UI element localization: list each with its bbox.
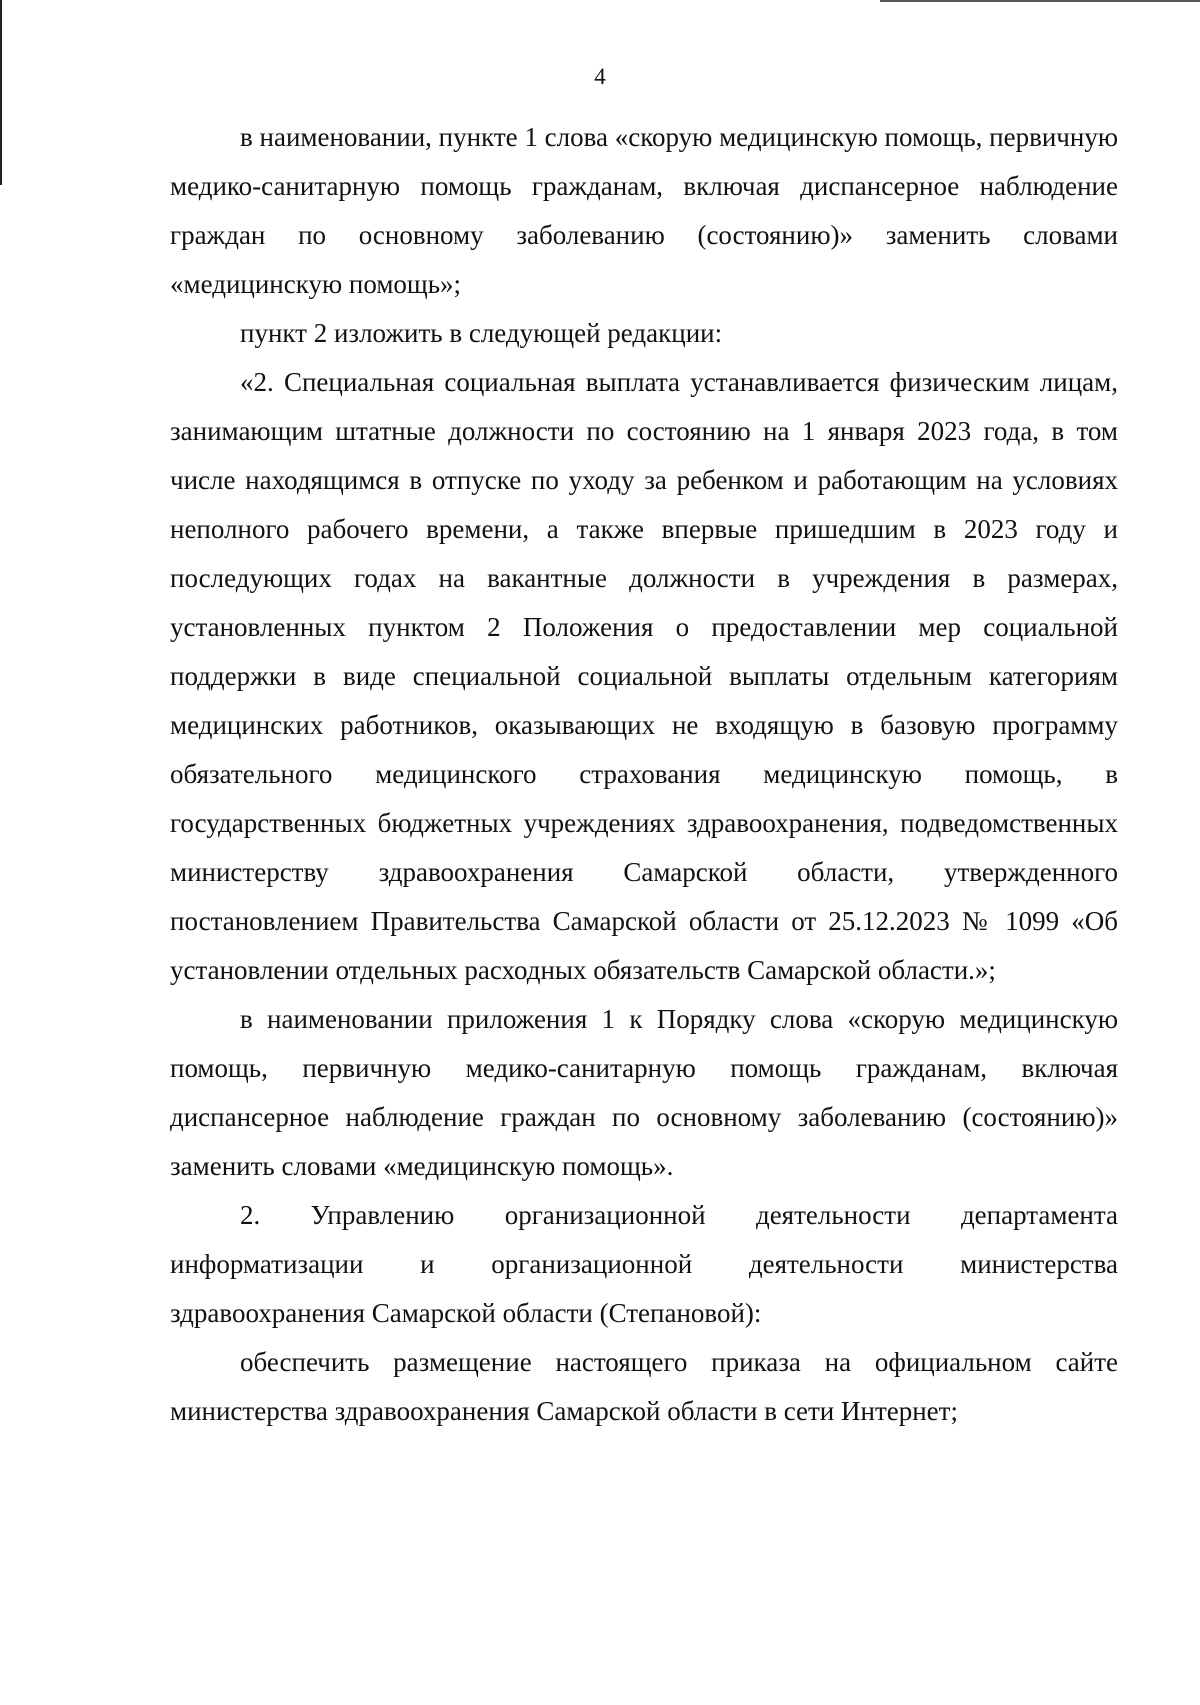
scan-edge-top <box>880 0 1200 2</box>
paragraph-point-2-intro: пункт 2 изложить в следующей редакции: <box>240 318 723 348</box>
paragraph-appendix-amendment: в наименовании приложения 1 к Порядку слова «скорую медицинскую помощь, первичную медико-санитарную помощь гражданам, включая диспансерное наблюдение граждан по основному заболеванию (состоянию)» заменить словами «медицинскую помощь». <box>170 1004 1118 1181</box>
paragraph-item-2: 2. Управлению организационной деятельности департамента информатизации и организационной деятельности министерства здравоохранения Самарской области (Степановой): <box>170 1200 1118 1328</box>
paragraph-publication: обеспечить размещение настоящего приказа на официальном сайте министерства здравоохранения Самарской области в сети Интернет; <box>170 1347 1118 1426</box>
paragraph-point-2-text: «2. Специальная социальная выплата устанавливается физическим лицам, занимающим штатные должности по состоянию на 1 января 2023 года, в том числе находящимся в отпуске по уходу за ребенком и работающим на условиях неполного рабочего времени, а также впервые пришедшим в 2023 году и последующих годах на вакантные должности в учреждения в размерах, установленных пунктом 2 Положения о предоставлении мер социальной поддержки в виде специальной социальной выплаты отдельным категориям медицинских работников, оказывающих не входящую в базовую программу обязательного медицинского страхования медицинскую помощь, в государственных бюджетных учреждениях здравоохранения, подведомственных министерству здравоохранения Самарской области, утвержденного постановлением Правительства Самарской области от 25.12.2023 № 1099 «Об установлении отдельных расходных обязательств Самарской области.»; <box>170 367 1118 985</box>
scan-edge-left <box>0 0 2 185</box>
paragraph-amendment-title: в наименовании, пункте 1 слова «скорую медицинскую помощь, первичную медико-санитарную помощь гражданам, включая диспансерное наблюдение граждан по основному заболеванию (состоянию)» заменить словами «медицинскую помощь»; <box>170 122 1118 299</box>
page-number: 4 <box>594 64 606 89</box>
document-body <box>170 113 1118 1436</box>
